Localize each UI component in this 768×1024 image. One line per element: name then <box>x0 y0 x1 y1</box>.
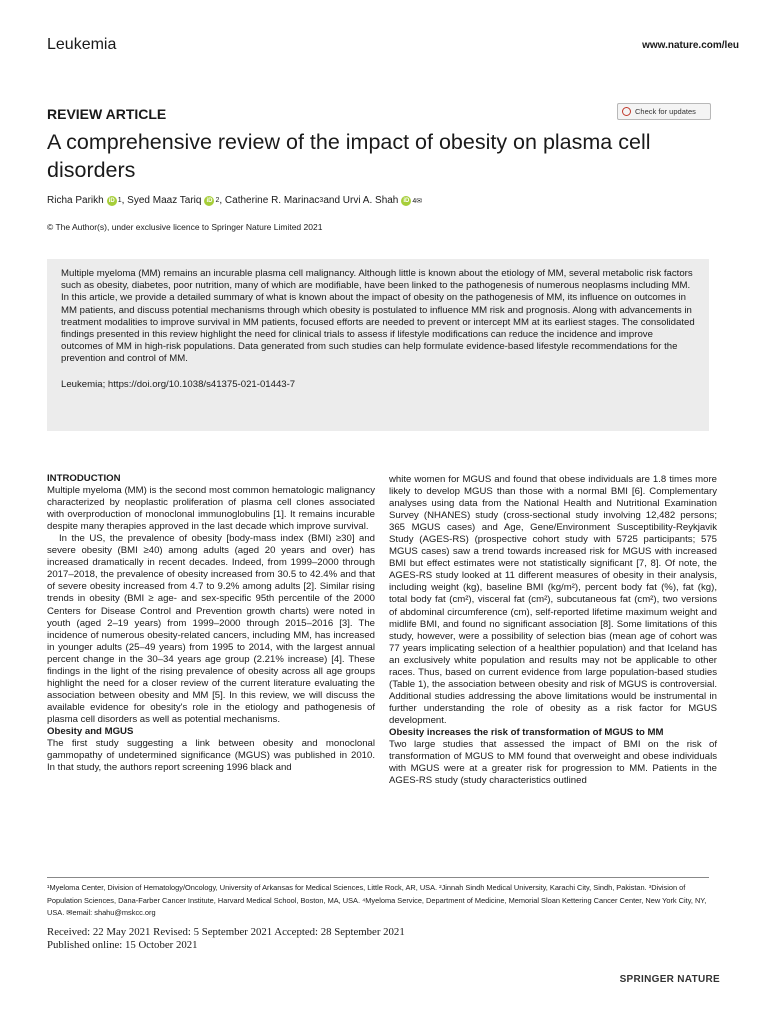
body-paragraph: Multiple myeloma (MM) is the second most common hematologic malignancy characterized by neoplastic proliferation of plasma cell clones associated with overproduction of monoclonal immunoglobulins [1]. It remains incurable despite many therapies approved in the last decade which improve survival. <box>47 485 375 533</box>
author-list <box>47 195 422 206</box>
body-paragraph: In the US, the prevalence of obesity [body-mass index (BMI) ≥30] and severe obesity (BMI ≥40) among adults (aged 20 years and over) has increased dramatically in recent decades. Indeed, from 1999–2000 through 2017–2018, the prevalence of obesity increased from 30.5 to 42.4% and that of severe obesity increased from 4.7 to 9.2% among adults [2]. Similar rising trends in obesity (BMI ≥ age- and sex-specific 95th percentile of the 2000 Centers for Disease Control and Prevention growth charts) were noted in youth (aged 2–19 years) from 1999–2000 through 2015–2016 [3]. The incidence of numerous obesity-related cancers, including MM, has increased in younger adults (25–49 years) from 1995 to 2014, with the largest annual percent change in the 30–34 years age group (2.21% increase) [4]. These findings in the light of the rising prevalence of obesity across all age groups highlight the need for a closer review of the current literature evaluating the association between obesity and MM [5]. In this review, we will discuss the available evidence for obesity's role in the etiology and pathogenesis of plasma cell disorders as well as potential mechanisms. <box>47 533 375 725</box>
author-name[interactable]: Richa Parikh <box>47 195 104 206</box>
check-updates-button[interactable] <box>617 103 711 120</box>
subsection-heading: Obesity increases the risk of transformation of MGUS to MM <box>389 726 664 738</box>
orcid-icon[interactable]: iD <box>206 197 213 204</box>
journal-url[interactable]: www.nature.com/leu <box>642 40 739 51</box>
abstract-text: Multiple myeloma (MM) remains an incurable plasma cell malignancy. Although little is known about the etiology of MM, several metabolic risk factors such as obesity, diabetes, poor nutrition, many of which are modifiable, have been linked to the pathogenesis of numerous neoplasms including MM. In this article, we provide a detailed summary of what is known about the impact of obesity on the pathogenesis of MM, its influence on outcomes in MM patients, and discuss potential mechanisms through which obesity is postulated to influence MM risk and prognosis. Along with advancements in treatment modalities to improve survival in MM patients, focused efforts are needed to prevent or intercept MM at its earliest stages. The consolidated findings presented in this review highlight the need for clinical trials to assess if lifestyle modifications can reduce the incidence and improve outcomes of MM in high-risk populations. Data generated from such studies can help formulate evidence-based lifestyle recommendations for the prevention and control of MM. <box>61 268 695 365</box>
check-updates-label: Check for updates <box>635 107 696 116</box>
copyright-notice: © The Author(s), under exclusive licence to Springer Nature Limited 2021 <box>47 222 323 232</box>
author-affiliation: 2 <box>215 197 220 204</box>
author-name[interactable]: , Syed Maaz Tariq <box>121 195 202 206</box>
body-column-right <box>389 474 717 787</box>
article-title: A comprehensive review of the impact of obesity on plasma cell disorders <box>47 130 651 182</box>
update-check-icon <box>622 107 631 116</box>
article-dates <box>47 926 405 952</box>
history-dates: Received: 22 May 2021 Revised: 5 September 2021 Accepted: 28 September 2021 <box>47 926 405 938</box>
body-paragraph: white women for MGUS and found that obese individuals are 1.8 times more likely to develop MGUS than those with a normal BMI [6]. Complementary analyses using data from the National Health and Nutritional Examination Survey (NHANES) study (cross-sectional study involving 12,482 persons; 365 MGUS cases) and Age, Gene/Environment Susceptibility-Reykjavik Study (AGES-RS) (prospective cohort study with 5725 participants; 575 MGUS cases) saw a trend towards increased risk for MGUS with increased BMI but effect estimates were not statistically significant [7, 8]. Of note, the AGES-RS study looked at 11 different measures of obesity in their analysis, including weight (kg), baseline BMI (kg/m²), percent body fat (%), fat (kg), total body fat (cm²), visceral fat (cm²), subcutaneous fat (cm²), two versions of abdominal circumference (cm), self-reported lifetime maximum weight and midlife BMI, and found no significant association [8]. Some limitations of this study, however, were a possibility of selection bias (mean age of cohort was 77 years implicating selection of a healthier population) and that Iceland has an exclusively white population and results may not be applicable to other races. Thus, based on current evidence from large population-based studies (Table 1), the association between obesity and risk of MGUS is controversial. Additional studies addressing the above limitations would be instrumental in further understanding the role of obesity as a risk factor for MGUS development. <box>389 474 717 726</box>
author-affiliation: 4✉ <box>412 197 423 205</box>
affiliations-footnote: ¹Myeloma Center, Division of Hematology/Oncology, University of Arkansas for Medical Sciences, Little Rock, AR, USA. ²Jinnah Sindh Medical University, Karachi City, Sindh, Pakistan. ³Division of Population Sciences, Dana-Farber Cancer Institute, Harvard Medical School, Boston, MA, USA. ⁴Myeloma Service, Department of Medicine, Memorial Sloan Kettering Cancer Center, New York City, NY, USA. ✉email: shahu@mskcc.org <box>47 883 707 918</box>
body-column-left <box>47 473 375 774</box>
author-affiliation: 3 <box>319 197 324 204</box>
journal-name: Leukemia <box>47 36 117 53</box>
doi-citation[interactable]: Leukemia; https://doi.org/10.1038/s41375-021-01443-7 <box>61 378 296 390</box>
body-paragraph: The first study suggesting a link between obesity and monoclonal gammopathy of undetermined significance (MGUS) was published in 2010. In that study, the authors report screening 1996 black and <box>47 738 375 774</box>
author-affiliation: 1 <box>117 197 122 204</box>
author-name[interactable]: , Catherine R. Marinac <box>219 195 320 206</box>
body-paragraph: Two large studies that assessed the impact of BMI on the risk of transformation of MGUS to MM found that overweight and obese individuals with MGUS were at a greater risk for progression to MM. Patients in the AGES-RS study (study characteristics outlined <box>389 739 717 787</box>
article-type: REVIEW ARTICLE <box>47 106 167 122</box>
footnote-divider <box>47 877 709 878</box>
subsection-heading: Obesity and MGUS <box>47 725 134 737</box>
section-heading: INTRODUCTION <box>47 473 121 484</box>
orcid-icon[interactable]: iD <box>108 197 115 204</box>
publisher-logo: SPRINGER NATURE <box>619 974 720 985</box>
published-date: Published online: 15 October 2021 <box>47 939 198 951</box>
orcid-icon[interactable]: iD <box>403 197 410 204</box>
author-name[interactable]: and Urvi A. Shah <box>323 195 399 206</box>
abstract-box <box>47 259 709 431</box>
